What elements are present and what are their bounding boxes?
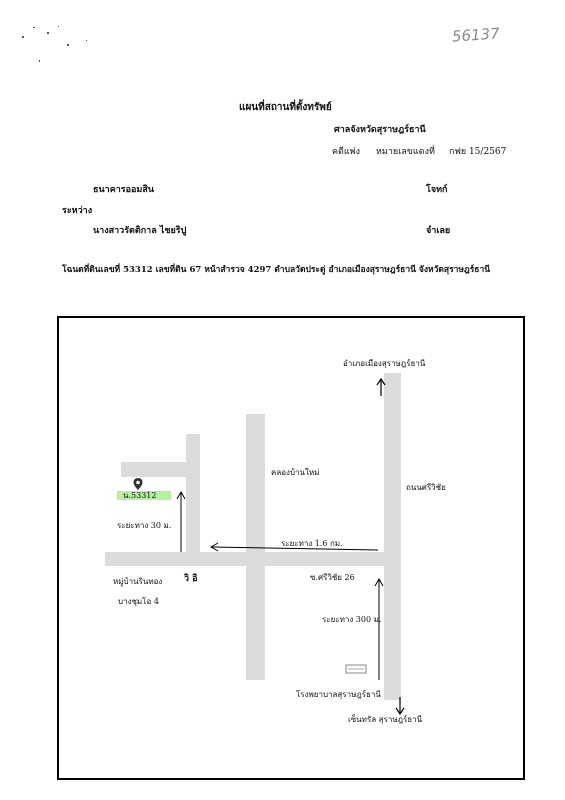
page-title: แผนที่สถานที่ตั้งทรัพย์ [239,102,332,113]
label-distance-1-6km: ระยะทาง 1.6 กม. [281,539,343,548]
label-canal: คลองบ้านใหม่ [271,468,320,477]
label-central: เซ็นทรัล สุราษฎร์ธานี [348,715,423,724]
case-number: กฟย 15/2567 [449,147,507,157]
deed-description: โฉนดที่ดินเลขที่ 53312 เลขที่ดิน 67 หน้าสำรวจ 4297 ตำบลวัดประดู่ อำเภอเมืองสุราษฎร์ธานี จังหวัดสุราษฎร์ธานี [62,265,491,275]
defendant-role: จำเลย [426,226,451,236]
handwritten-page-number: 56137 [451,24,501,46]
label-road-name: ถนนศรีวิชัย [406,483,446,492]
defendant-name: นางสาวรัตติกาล ไชยริปู [93,226,187,236]
label-soi: ซ.ศรีวิชัย 26 [310,573,355,582]
village-mark: วิ อิ [184,574,198,584]
location-pin-icon [133,478,143,490]
label-distance-30m: ระยะทาง 30 ม. [117,521,172,530]
plaintiff-name: ธนาคารออมสิน [93,185,154,195]
label-hospital: โรงพยาบาลสุราษฎร์ธานี [296,690,381,699]
label-distance-300m: ระยะทาง 300 ม. [322,615,382,624]
label-to-district: อำเภอเมืองสุราษฎร์ธานี [343,359,426,368]
plaintiff-role: โจทก์ [426,185,448,195]
parcel-label: น.53312 [123,491,157,500]
case-number-label: หมายเลขแดงที่ [376,147,435,157]
case-type: คดีแพ่ง [332,147,360,157]
court-name: ศาลจังหวัดสุราษฎร์ธานี [334,125,426,135]
between-label: ระหว่าง [62,206,93,216]
label-village-sub: บางชุมโอ 4 [118,597,159,606]
label-village: หมู่บ้านรินทอง [113,577,163,586]
